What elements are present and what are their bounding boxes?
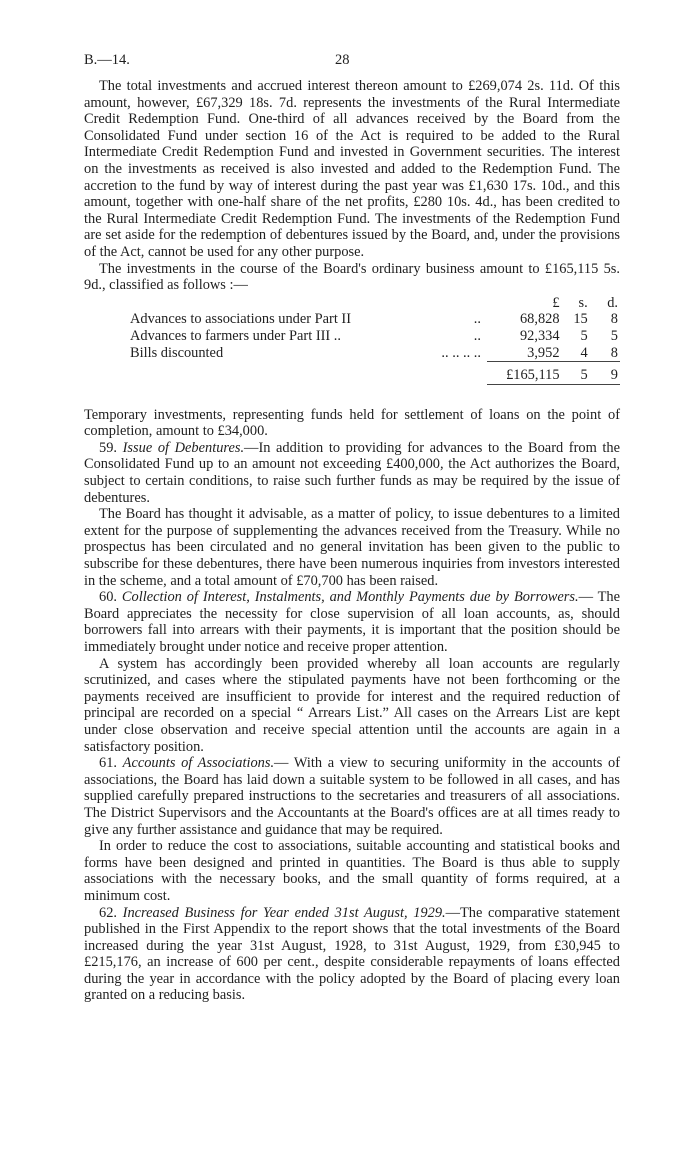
leader-dots: .. (473, 311, 481, 328)
investments-table (84, 295, 620, 385)
section-61 (84, 755, 620, 838)
row-shillings: 15 (573, 311, 588, 328)
total-pounds: £165,115 (487, 362, 560, 385)
row-label: Advances to farmers under Part III .. (130, 327, 341, 344)
paragraph-arrears-list: A system has accordingly been provided whereby all loan accounts are regularly scrutinized, and cases where the stipulated payments have not been forthcoming or the payments received are insufficient to provide for interest and the required reduction of principal are recorded on a special “ Arrears List.” All cases on the Arrears List are kept under close observation and receive special attention until the accounts are again in a satisfactory position. (84, 655, 620, 755)
row-pence: 5 (610, 327, 618, 344)
section-60 (84, 589, 620, 655)
section-text: —In addition to providing for advances to the Board from the Consolidated Fund up to an amount not exceeding £400,000, the Act authorizes the Board, subject to certain conditions, to raise such further funds as may be required by the issue of debentures. (84, 439, 620, 506)
paragraph-ordinary-business: The investments in the course of the Board's ordinary business amount to £165,115 5s. 9d., classified as follows :— (84, 260, 620, 294)
table-units-row (84, 295, 620, 312)
row-shillings: 4 (580, 344, 588, 361)
paragraph-accounting-books: In order to reduce the cost to associations, suitable accounting and statistical books and forms have been designed and printed in quantities. The Board is thus able to supply associations with the necessary books, and the small quantity of forms required, at a minimum cost. (84, 838, 620, 904)
leader-dots: .. .. .. .. (441, 344, 481, 361)
leader-dots: .. (473, 327, 481, 344)
unit-pounds: £ (552, 294, 560, 311)
section-heading: Increased Business for Year ended 31st August, 1929. (122, 904, 446, 921)
table-total-row (84, 362, 620, 385)
row-pence: 8 (610, 311, 618, 328)
section-heading: Accounts of Associations. (122, 755, 275, 772)
section-number: 59. (99, 439, 117, 456)
page-body (84, 78, 620, 1004)
section-number: 61. (99, 755, 117, 772)
table-row (84, 328, 620, 345)
section-text: —The comparative statement published in the First Appendix to the report shows that the total investments of the Board increased during the year 31st August, 1928, to 31st August, 1929, from £30,945 to £215,176, an increase of 600 per cent., despite considerable repayments of loans effected during the year in accordance with the policy adopted by the Board of placing every loan granted on a reducing basis. (84, 904, 620, 1004)
row-label: Advances to associations under Part II (130, 311, 351, 328)
total-pence: 9 (588, 362, 620, 385)
row-shillings: 5 (580, 327, 588, 344)
section-heading: Issue of Debentures. (122, 439, 245, 456)
row-pence: 8 (610, 344, 618, 361)
section-heading: Collection of Interest, Instalments, and Monthly Payments due by Borrowers. (121, 589, 579, 606)
section-62 (84, 905, 620, 1005)
paragraph-total-investments: The total investments and accrued interest thereon amount to £269,074 2s. 11d. Of this amount, however, £67,329 18s. 7d. represents the investments of the Rural Intermediate Credit Redemption Fund. One-third of all advances received by the Board from the Consolidated Fund under section 16 of the Act is required to be added to the Rural Intermediate Credit Redemption Fund and invested in Government securities. The interest on the investments as received is also invested and added to the Redemption Fund. The accretion to the fund by way of interest during the past year was £1,630 17s. 10d., and this amount, together with one-half share of the net profits, £280 10s. 4d., has been credited to the Rural Intermediate Credit Redemption Fund. The investments of the Redemption Fund are set aside for the redemption of debentures issued by the Board, and, under the provisions of the Act, cannot be used for any other purpose. (84, 78, 620, 260)
total-shillings: 5 (560, 362, 588, 385)
paragraph-debentures-policy: The Board has thought it advisable, as a matter of policy, to issue debentures to a limited extent for the purpose of supplementing the advances received from the Treasury. While no prospectus has been circulated and no general invitation has been given to the public to subscribe for these debentures, there have been numerous inquiries from investors interested in the scheme, and a total amount of £70,700 has been raised. (84, 506, 620, 589)
unit-pence: d. (607, 294, 618, 311)
row-pounds: 3,952 (527, 344, 560, 361)
unit-shillings: s. (578, 294, 588, 311)
row-pounds: 92,334 (519, 327, 560, 344)
table-row (84, 345, 620, 362)
section-number: 60. (99, 589, 117, 606)
section-number: 62. (99, 904, 117, 921)
section-text: — The Board appreciates the necessity for close supervision of all loan accounts, as, should borrowers fall into arrears with their payments, it is important that the position should be immediately brought under notice and receive proper attention. (84, 589, 620, 655)
row-pounds: 68,828 (519, 311, 560, 328)
section-text: — With a view to securing uniformity in the accounts of associations, the Board has laid down a suitable system to be followed in all cases, and has supplied carefully prepared instructions to the secretaries and treasurers of all associations. The District Supervisors and the Accountants at the Board's offices are at all times ready to give any further assistance and guidance that may be required. (84, 755, 620, 838)
paragraph-temporary-investments: Temporary investments, representing funds held for settlement of loans on the point of completion, amount to £34,000. (84, 406, 620, 440)
document-reference: B.—14. (84, 52, 130, 68)
table-row (84, 311, 620, 328)
row-label: Bills discounted (130, 344, 224, 361)
section-59 (84, 440, 620, 506)
page-number: 28 (335, 52, 350, 68)
